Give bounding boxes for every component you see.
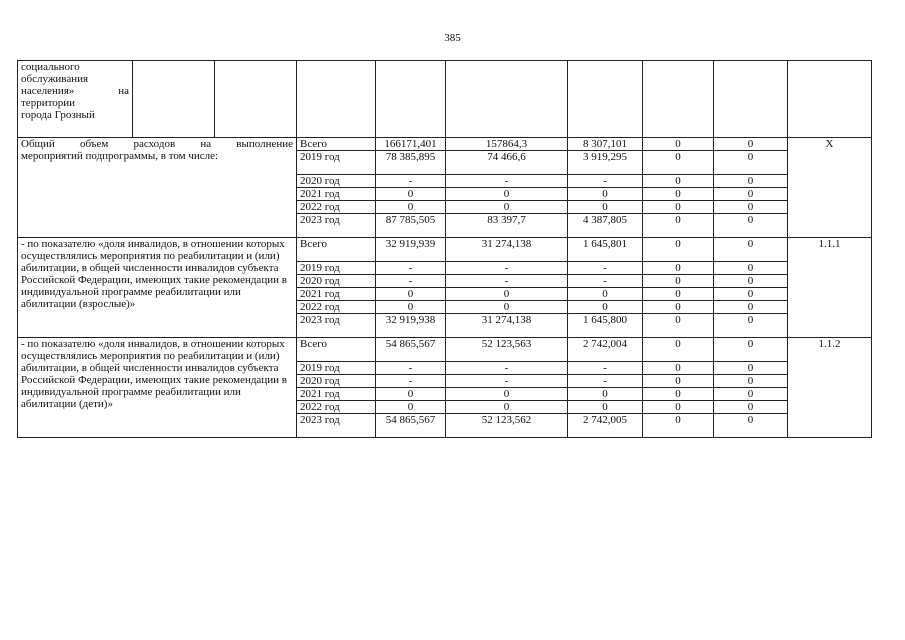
value-cell: 0 [714, 401, 788, 414]
total-cell: - [376, 175, 446, 188]
value-cell: - [568, 175, 643, 188]
total-cell: 0 [376, 388, 446, 401]
value-cell: - [446, 262, 568, 275]
value-cell: 0 [568, 301, 643, 314]
value-cell: 0 [643, 188, 714, 201]
period-cell: 2022 год [297, 401, 376, 414]
total-cell: 54 865,567 [376, 338, 446, 362]
section-description: - по показателю «доля инвалидов, в отношении которых осуществлялись мероприятия по реабилитации и (или) абилитации, в общей численности инвалидов субъекта Российской Федерации, имеющих такие рекомендации в индивидуальной программе реабилитации или абилитации (дети)» [18, 338, 297, 438]
value-cell: 2 742,005 [568, 414, 643, 438]
value-cell: 0 [643, 375, 714, 388]
section-description [18, 138, 297, 238]
total-cell: - [376, 362, 446, 375]
section-description-text: Общий объем расходов на выполнение мероприятий подпрограммы, в том числе: [21, 138, 293, 162]
value-cell: 1 645,800 [568, 314, 643, 338]
value-cell: 0 [446, 388, 568, 401]
value-cell: 0 [643, 151, 714, 175]
period-cell: 2022 год [297, 201, 376, 214]
table-row [18, 138, 872, 151]
value-cell: 0 [643, 401, 714, 414]
period-cell: 2021 год [297, 188, 376, 201]
value-cell: 157864,3 [446, 138, 568, 151]
value-cell: 0 [643, 214, 714, 238]
value-cell: 0 [643, 288, 714, 301]
value-cell: 0 [714, 314, 788, 338]
indicator-code: X [788, 138, 872, 238]
value-cell: 1 645,801 [568, 238, 643, 262]
total-cell: 0 [376, 188, 446, 201]
value-cell: 0 [714, 301, 788, 314]
value-cell: 0 [714, 375, 788, 388]
value-cell: 0 [446, 301, 568, 314]
value-cell: - [568, 375, 643, 388]
total-cell: - [376, 375, 446, 388]
value-cell: 0 [643, 238, 714, 262]
value-cell: 0 [643, 362, 714, 375]
total-cell: 87 785,505 [376, 214, 446, 238]
value-cell: 0 [643, 275, 714, 288]
period-cell: 2019 год [297, 151, 376, 175]
value-cell: 0 [714, 238, 788, 262]
total-cell: 32 919,938 [376, 314, 446, 338]
value-cell: 0 [714, 262, 788, 275]
total-cell: 0 [376, 201, 446, 214]
period-cell: 2020 год [297, 275, 376, 288]
value-cell: 0 [714, 151, 788, 175]
value-cell: 0 [643, 338, 714, 362]
value-cell: 3 919,295 [568, 151, 643, 175]
total-cell: 0 [376, 288, 446, 301]
value-cell: 0 [446, 288, 568, 301]
period-cell: Всего [297, 138, 376, 151]
value-cell: 0 [714, 138, 788, 151]
value-cell: 0 [643, 314, 714, 338]
period-cell: 2023 год [297, 314, 376, 338]
value-cell: 31 274,138 [446, 314, 568, 338]
value-cell: 0 [643, 175, 714, 188]
value-cell: 0 [568, 288, 643, 301]
value-cell: - [568, 262, 643, 275]
value-cell: 0 [446, 188, 568, 201]
total-cell: 54 865,567 [376, 414, 446, 438]
period-cell: 2020 год [297, 175, 376, 188]
value-cell: 0 [714, 414, 788, 438]
period-cell: Всего [297, 238, 376, 262]
table-row [18, 338, 872, 362]
value-cell: 0 [714, 175, 788, 188]
period-cell: 2020 год [297, 375, 376, 388]
total-cell: 0 [376, 301, 446, 314]
value-cell: 0 [568, 388, 643, 401]
value-cell: 0 [714, 188, 788, 201]
value-cell: 52 123,562 [446, 414, 568, 438]
value-cell: 0 [714, 362, 788, 375]
value-cell: 0 [714, 388, 788, 401]
value-cell: 0 [568, 401, 643, 414]
value-cell: 0 [446, 201, 568, 214]
total-cell: - [376, 262, 446, 275]
value-cell: 0 [714, 214, 788, 238]
value-cell: - [568, 275, 643, 288]
indicator-code: 1.1.2 [788, 338, 872, 438]
value-cell: 0 [643, 262, 714, 275]
value-cell: 31 274,138 [446, 238, 568, 262]
value-cell: 0 [643, 414, 714, 438]
period-cell: 2019 год [297, 262, 376, 275]
total-cell: 0 [376, 401, 446, 414]
value-cell: 8 307,101 [568, 138, 643, 151]
value-cell: 0 [714, 201, 788, 214]
value-cell: 0 [643, 138, 714, 151]
budget-table [17, 60, 872, 438]
value-cell: - [446, 362, 568, 375]
value-cell: 2 742,004 [568, 338, 643, 362]
total-cell: - [376, 275, 446, 288]
value-cell: 74 466,6 [446, 151, 568, 175]
value-cell: - [446, 275, 568, 288]
period-cell: 2021 год [297, 288, 376, 301]
value-cell: 0 [714, 338, 788, 362]
page-number: 385 [444, 32, 461, 44]
value-cell: - [568, 362, 643, 375]
value-cell: 52 123,563 [446, 338, 568, 362]
total-cell: 166171,401 [376, 138, 446, 151]
indicator-code: 1.1.1 [788, 238, 872, 338]
value-cell: 4 387,805 [568, 214, 643, 238]
value-cell: 0 [568, 201, 643, 214]
value-cell: 0 [568, 188, 643, 201]
table-row [18, 238, 872, 262]
value-cell: 0 [643, 201, 714, 214]
value-cell: 0 [714, 275, 788, 288]
period-cell: 2019 год [297, 362, 376, 375]
period-cell: 2021 год [297, 388, 376, 401]
value-cell: - [446, 175, 568, 188]
period-cell: 2023 год [297, 414, 376, 438]
continuation-row [18, 61, 872, 138]
total-cell: 78 385,895 [376, 151, 446, 175]
value-cell: - [446, 375, 568, 388]
value-cell: 0 [446, 401, 568, 414]
continuation-label: социального обслуживания населения» на территории города Грозный [18, 61, 133, 138]
value-cell: 0 [643, 388, 714, 401]
period-cell: 2023 год [297, 214, 376, 238]
period-cell: Всего [297, 338, 376, 362]
total-cell: 32 919,939 [376, 238, 446, 262]
section-description: - по показателю «доля инвалидов, в отношении которых осуществлялись мероприятия по реабилитации и (или) абилитации, в общей численности инвалидов субъекта Российской Федерации, имеющих такие рекомендации в индивидуальной программе реабилитации или абилитации (взрослые)» [18, 238, 297, 338]
value-cell: 83 397,7 [446, 214, 568, 238]
period-cell: 2022 год [297, 301, 376, 314]
value-cell: 0 [714, 288, 788, 301]
value-cell: 0 [643, 301, 714, 314]
